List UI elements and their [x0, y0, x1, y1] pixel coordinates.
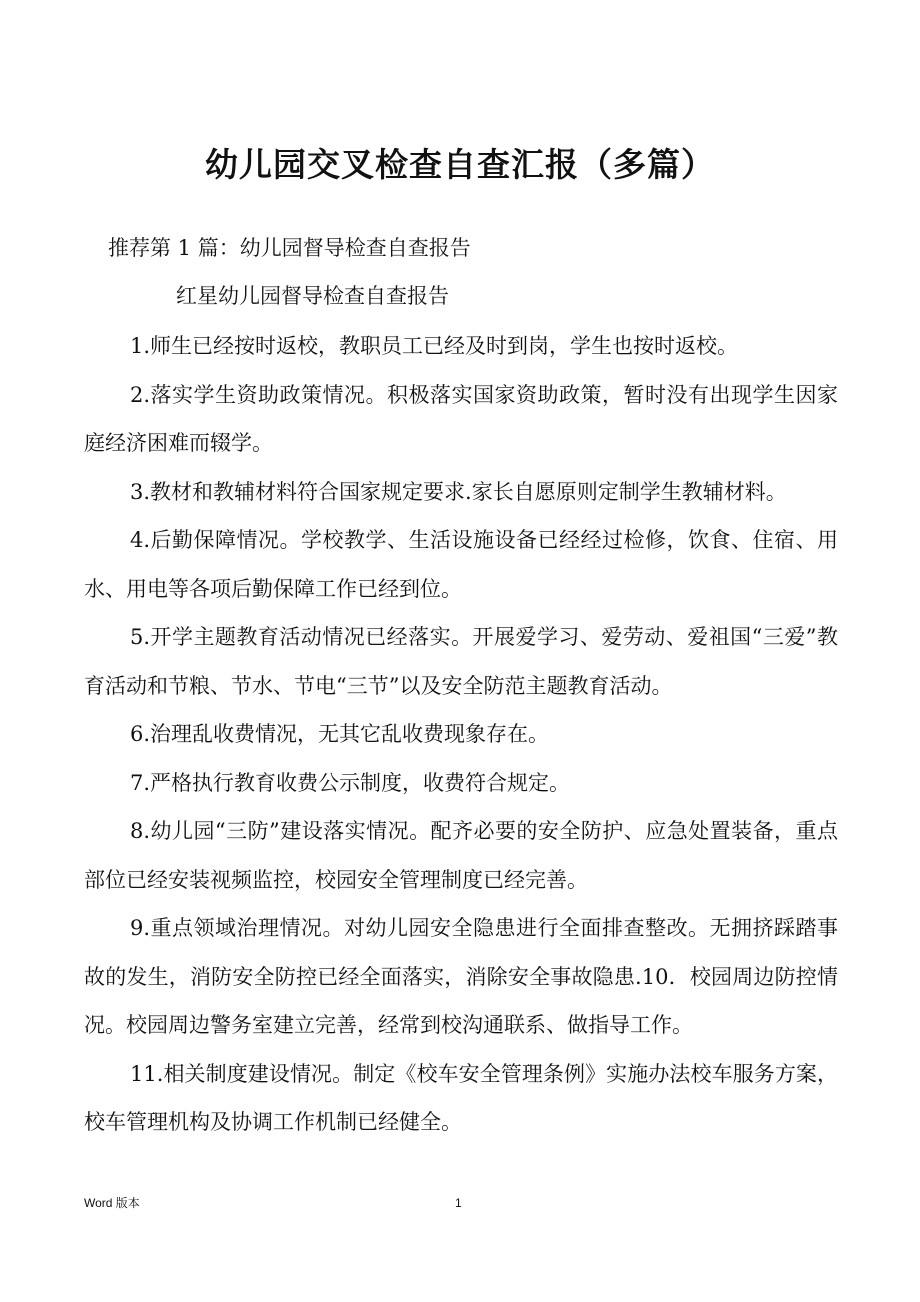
footer-page-number: 1: [455, 1196, 462, 1210]
paragraph-5: 5.开学主题教育活动情况已经落实。开展爱学习、爱劳动、爱祖国“三爱”教育活动和节粮、节水、节电“三节”以及安全防范主题教育活动。: [84, 625, 838, 698]
school-heading: 红星幼儿园督导检查自查报告: [176, 284, 449, 308]
paragraph-7: 7.严格执行教育收费公示制度，收费符合规定。: [130, 770, 571, 795]
paragraph-8: 8.幼儿园“三防”建设落实情况。配齐必要的安全防护、应急处置装备，重点部位已经安装视频监控，校园安全管理制度已经完善。: [84, 819, 838, 892]
paragraph-9: 9.重点领域治理情况。对幼儿园安全隐患进行全面排查整改。无拥挤踩踏事故的发生，消防安全防控已经全面落实，消除安全事故隐患.10．校园周边防控情况。校园周边警务室建立完善，经常到校沟通联系、做指导工作。: [84, 916, 838, 1037]
paragraph-11: 11.相关制度建设情况。制定《校车安全管理条例》实施办法校车服务方案，校车管理机构及协调工作机制已经健全。: [84, 1061, 838, 1134]
document-body: [84, 322, 838, 1147]
footer-version-label: Word 版本: [84, 1196, 140, 1210]
document-title: 幼儿园交叉检查自查汇报（多篇）: [205, 145, 715, 184]
paragraph-2: 2.落实学生资助政策情况。积极落实国家资助政策，暂时没有出现学生因家庭经济困难而辍学。: [84, 382, 838, 455]
paragraph-1: 1.师生已经按时返校，教职员工已经及时到岗，学生也按时返校。: [130, 334, 739, 358]
paragraph-3: 3.教材和教辅材料符合国家规定要求.家长自愿原则定制学生教辅材料。: [130, 479, 787, 504]
document-subtitle: 推荐第 1 篇：幼儿园督导检查自查报告: [108, 236, 471, 260]
paragraph-6: 6.治理乱收费情况，无其它乱收费现象存在。: [130, 722, 550, 746]
paragraph-4: 4.后勤保障情况。学校教学、生活设施设备已经经过检修，饮食、住宿、用水、用电等各项后勤保障工作已经到位。: [84, 528, 838, 601]
